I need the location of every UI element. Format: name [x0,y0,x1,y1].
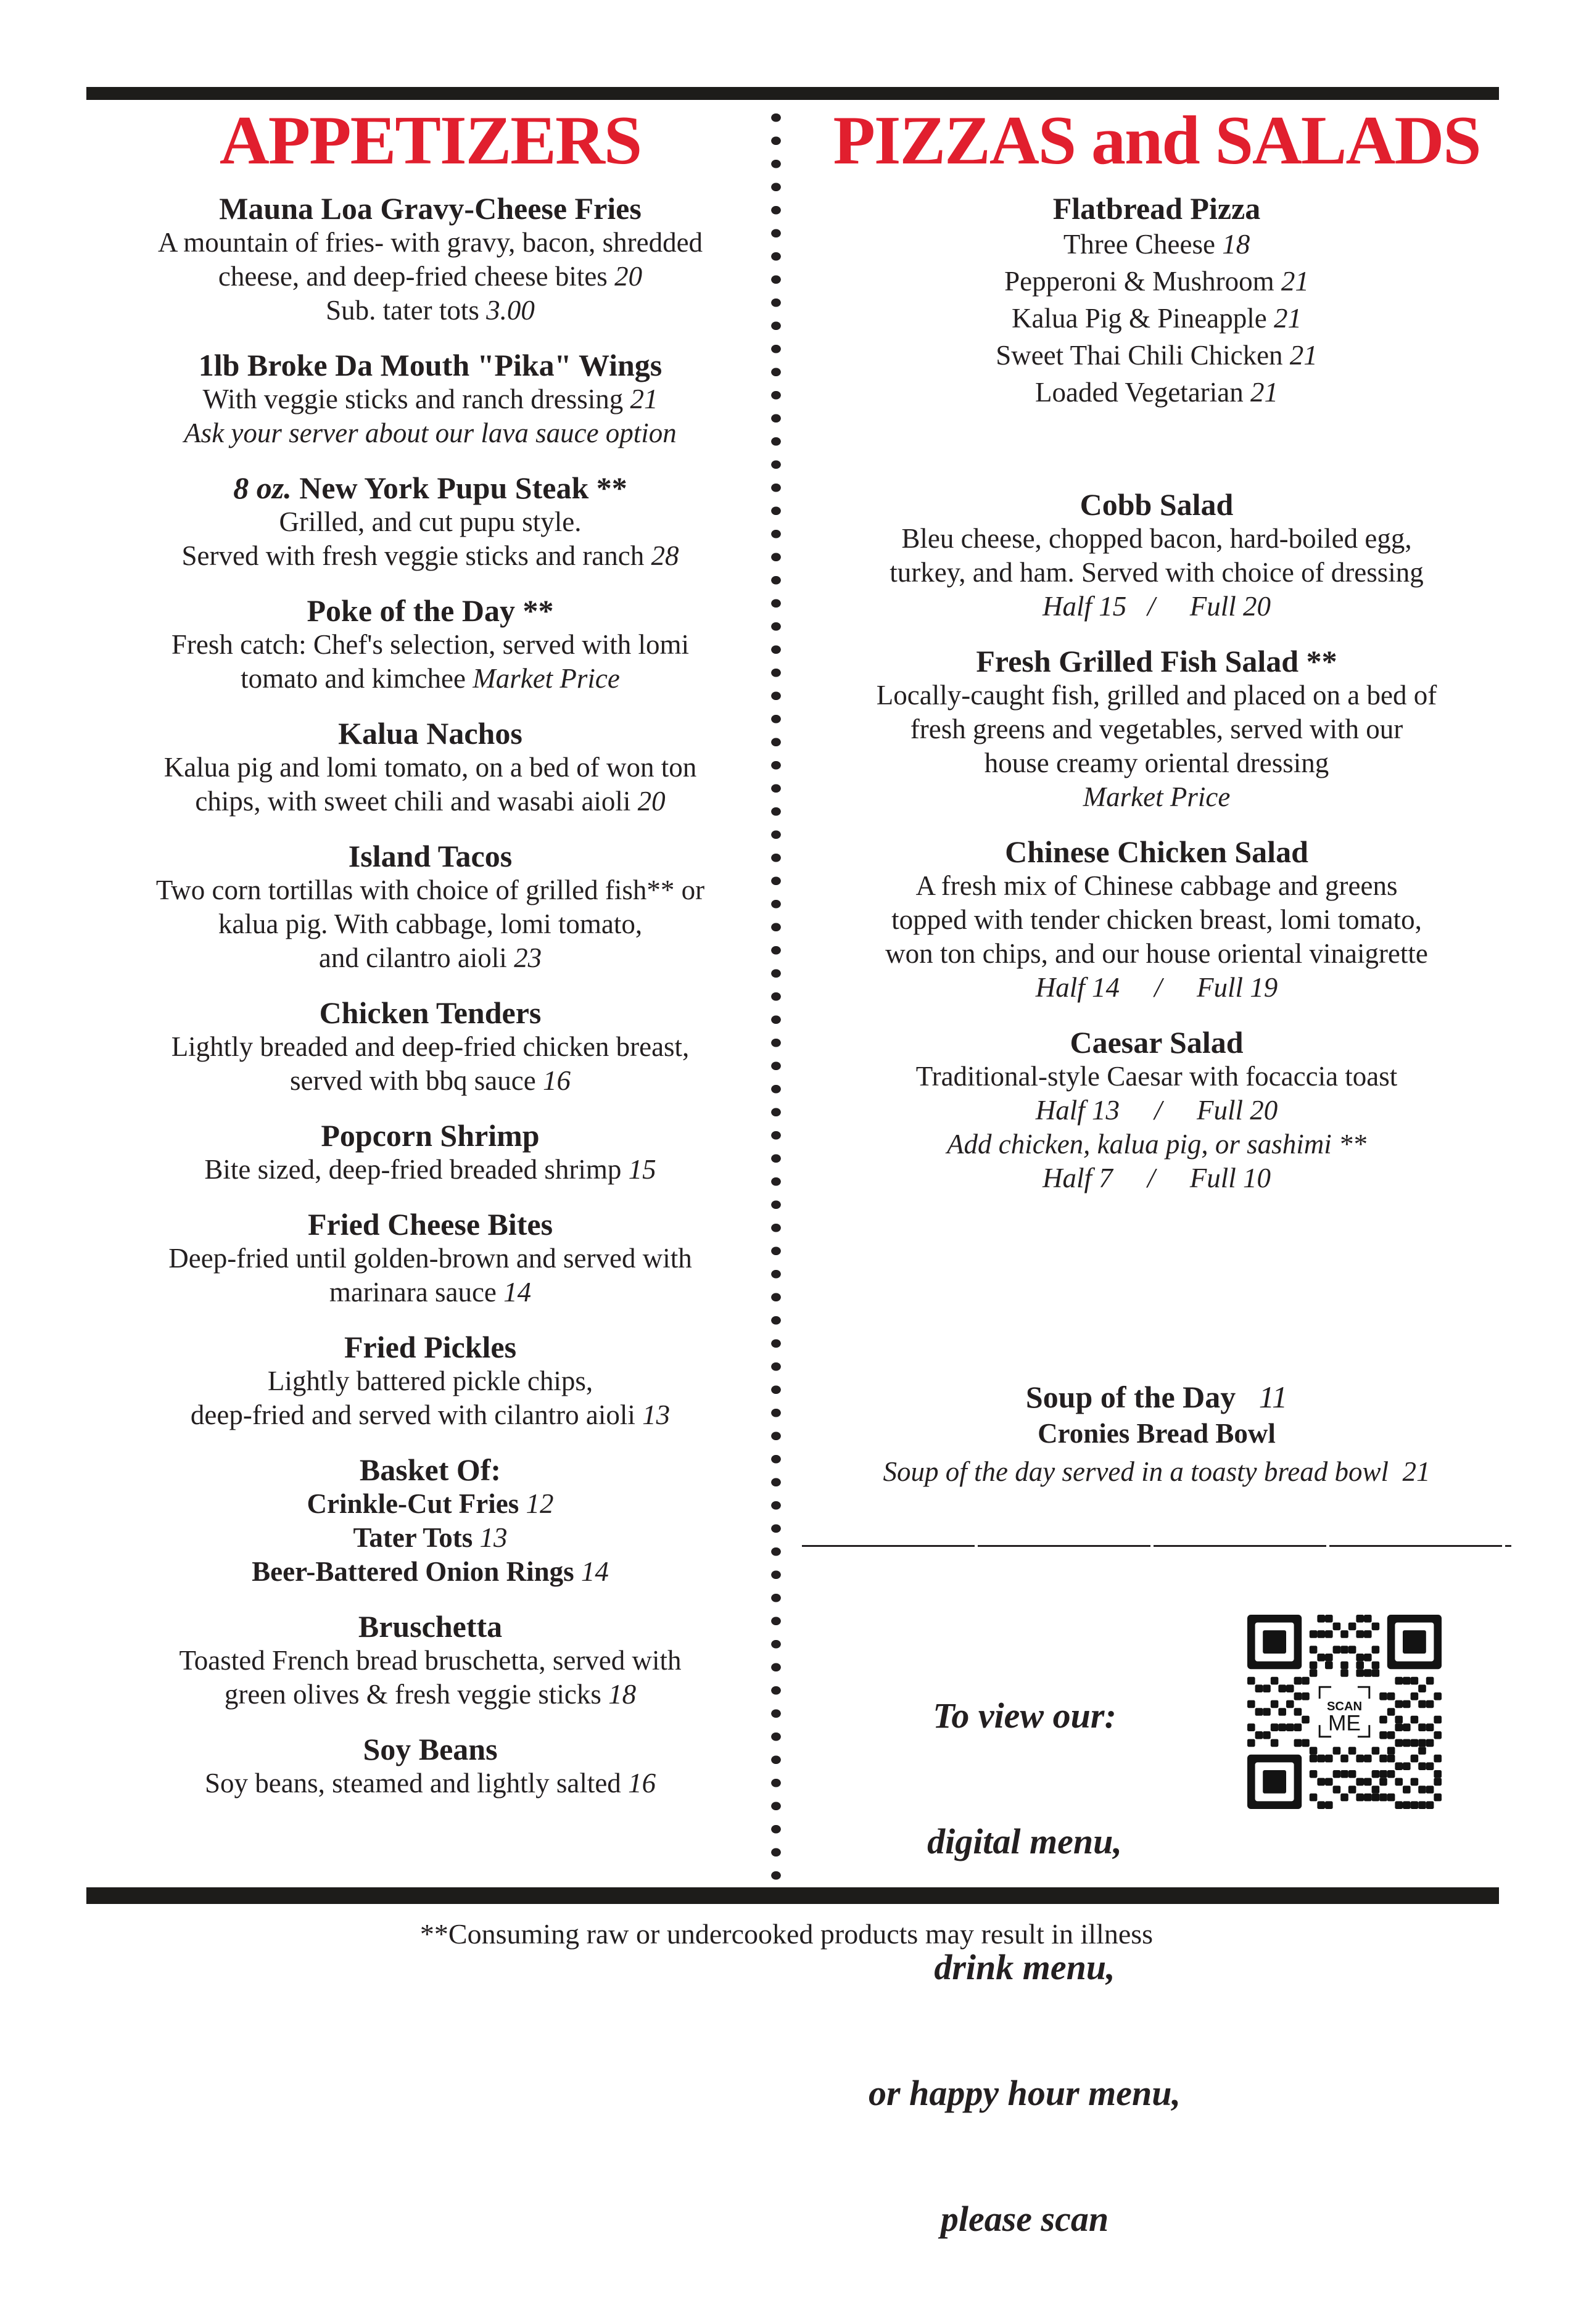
text-segment: Bruschetta [358,1609,503,1644]
text-segment: Toasted French bread bruschetta, served with [179,1645,682,1676]
text-segment: marinara sauce [329,1277,504,1308]
menu-item-line [93,628,768,662]
text-segment: Grilled, and cut pupu style. [279,506,582,537]
italic-text: 3.00 [486,295,535,326]
text-segment: topped with tender chicken breast, lomi tomato, [891,904,1422,935]
menu-item-line [802,937,1511,971]
italic-text: Add chicken, kalua pig, or sashimi ** [947,1129,1366,1160]
text-segment: Fresh catch: Chef's selection, served with lomi [171,629,690,660]
menu-item-title [802,1026,1511,1060]
menu-item-line [93,1398,768,1432]
italic-text: Half 13 / Full 20 [1035,1095,1278,1126]
menu-item-line [802,1452,1511,1491]
italic-text: 16 [542,1065,571,1096]
menu-item [93,1330,768,1432]
menu-item-line [802,1060,1511,1094]
text-segment: Mauna Loa Gravy-Cheese Fries [219,191,642,226]
menu-item [93,1453,768,1589]
menu-item-title [93,1330,768,1364]
italic-text: 12 [526,1488,554,1519]
menu-item-title [93,1119,768,1153]
text-segment: Fried Cheese Bites [307,1207,553,1242]
text-segment: Two corn tortillas with choice of grilled fish** or [155,875,705,905]
text-segment: Pepperoni & Mushroom [1004,266,1281,297]
top-border-bar [86,87,1499,100]
separator-line [802,1545,1511,1547]
text-segment: cheese, and deep-fried cheese bites [218,261,615,292]
menu-item-line [802,903,1511,937]
italic-text: 21 [1250,377,1278,408]
footer-disclaimer: **Consuming raw or undercooked products may result in illness [419,1918,1154,1950]
menu-item [802,835,1511,1005]
menu-item-title [93,471,768,505]
menu-item-line [93,294,768,328]
text-segment: and cilantro aioli [318,942,514,973]
text-segment: Kalua Pig & Pineapple [1012,303,1274,334]
menu-item [802,488,1511,624]
menu-item-line [802,374,1511,411]
menu-item-title [93,1208,768,1242]
dotted-divider [771,106,781,1887]
italic-text: 15 [628,1154,656,1185]
menu-item-line [93,1678,768,1712]
italic-text: 18 [1222,229,1250,260]
text-segment: Caesar Salad [1070,1025,1244,1060]
text-segment: Soup of the Day [1025,1380,1259,1414]
menu-item [93,1119,768,1187]
menu-item-line [93,1064,768,1098]
menu-item [802,645,1511,814]
qr-label: SCAN [1326,1699,1363,1713]
menu-item-line [93,1555,768,1589]
menu-item-title [93,839,768,873]
text-segment: Kalua pig and lomi tomato, on a bed of won ton [163,752,697,783]
menu-item-title [802,1380,1511,1414]
menu-item-line [93,941,768,975]
scan-instructions [802,1611,1247,2324]
qr-code [1247,1615,1442,1809]
scan-line: To view our: [933,1696,1117,1736]
menu-item [93,192,768,328]
menu-item-line [802,1161,1511,1195]
menu-item-title [93,1733,768,1766]
menu-item [802,1026,1511,1195]
bottom-border-bar [86,1887,1499,1904]
text-segment: won ton chips, and our house oriental vinaigrette [885,938,1428,969]
text-segment: Served with fresh veggie sticks and ranch [181,540,651,571]
text-segment: Soy beans, steamed and lightly salted [204,1768,629,1799]
italic-text: 14 [580,1556,609,1587]
text-segment: Flatbread Pizza [1052,191,1261,226]
menu-item-line [93,260,768,294]
text-segment: Kalua Nachos [338,716,522,751]
menu-item-title [93,717,768,751]
menu-item-title [93,192,768,226]
menu-item-line [93,416,768,450]
menu-item [93,717,768,818]
italic-text: 8 oz. [233,471,292,505]
italic-text: 21 [1289,340,1318,371]
menu-item-line [93,1242,768,1275]
menu-item-title [802,835,1511,869]
text-segment: Sub. tater tots [326,295,487,326]
italic-text: 23 [514,942,542,973]
italic-text: 13 [479,1522,508,1553]
menu-item-line [93,662,768,696]
menu-item-line [93,539,768,573]
italic-text: 11 [1258,1380,1288,1414]
italic-text: 13 [642,1399,671,1430]
menu-item-line [802,590,1511,624]
italic-text: Ask your server about our lava sauce option [184,418,677,448]
italic-text: Market Price [1083,781,1231,812]
menu-item-line [802,971,1511,1005]
menu-item-title [802,645,1511,678]
menu-item-line [93,751,768,785]
text-segment: Locally-caught fish, grilled and placed on a bed of [876,680,1437,711]
text-segment: Fried Pickles [344,1330,517,1364]
menu-item-line [93,907,768,941]
menu-item-line [802,263,1511,300]
qr-label: ME [1328,1711,1361,1736]
scan-line: please scan [940,2199,1109,2239]
text-segment: Popcorn Shrimp [321,1118,540,1153]
appetizers-heading: APPETIZERS [219,102,642,179]
italic-text: Soup of the day served in a toasty bread bowl 21 [883,1456,1431,1487]
text-segment: Three Cheese [1063,229,1223,260]
text-segment: Basket Of: [359,1452,502,1487]
menu-item-line [802,300,1511,337]
menu-item-title [93,594,768,628]
menu-item-line [93,1275,768,1309]
menu-item-line [802,522,1511,556]
qr-svg [1247,1615,1442,1809]
menu-item-line [93,1766,768,1800]
text-segment: turkey, and ham. Served with choice of dressing [890,557,1424,588]
pizzas-salads-items [802,192,1511,1491]
text-segment: Loaded Vegetarian [1034,377,1250,408]
menu-item [93,996,768,1098]
menu-item [93,471,768,573]
text-segment: With veggie sticks and ranch dressing [202,384,630,414]
text-segment: house creamy oriental dressing [984,748,1329,778]
menu-item [802,192,1511,411]
text-segment: 1lb Broke Da Mouth "Pika" Wings [198,348,663,382]
text-segment: deep-fried and served with cilantro aioli [190,1399,643,1430]
text-segment: Deep-fried until golden-brown and served with [168,1243,692,1274]
menu-item-line [802,678,1511,712]
menu-item-title [93,996,768,1030]
menu-item-line [93,1153,768,1187]
appetizers-items [93,192,768,1800]
text-segment: Beer-Battered Onion Rings [252,1556,581,1587]
text-segment: A mountain of fries- with gravy, bacon, shredded [157,227,703,258]
italic-text: 21 [1281,266,1309,297]
menu-item-line [93,226,768,260]
menu-item-line [93,1487,768,1521]
menu-item [93,1208,768,1309]
text-segment: served with bbq sauce [290,1065,543,1096]
pizzas-salads-column [802,104,1511,2324]
italic-text: 20 [614,261,643,292]
text-segment: Crinkle-Cut Fries [307,1488,526,1519]
menu-item-line [93,873,768,907]
text-segment: Soy Beans [363,1732,498,1766]
scan-line: drink menu, [934,1947,1115,1987]
italic-text: 21 [1273,303,1302,334]
menu-item-line [802,337,1511,374]
menu-item-line [802,1127,1511,1161]
menu-item-line [93,505,768,539]
text-segment: A fresh mix of Chinese cabbage and greens [915,870,1398,901]
italic-text: 18 [608,1679,637,1710]
text-segment: Cronies Bread Bowl [1038,1418,1276,1449]
italic-text: Half 14 / Full 19 [1035,972,1278,1003]
text-segment: tomato and kimchee [241,663,473,694]
text-segment: Island Tacos [348,839,513,873]
text-segment: Lightly battered pickle chips, [267,1366,593,1396]
menu-item [93,839,768,975]
text-segment: Bite sized, deep-fried breaded shrimp [204,1154,629,1185]
text-segment: Chinese Chicken Salad [1005,834,1308,869]
menu-item-title [802,192,1511,226]
menu-item-title [93,348,768,382]
text-segment: Fresh Grilled Fish Salad ** [976,644,1337,678]
text-segment: Cobb Salad [1080,487,1234,522]
text-segment: chips, with sweet chili and wasabi aioli [195,786,638,817]
menu-item-line [802,746,1511,780]
text-segment: fresh greens and vegetables, served with our [910,714,1403,744]
menu-item-line [93,1521,768,1555]
menu-item-line [802,1094,1511,1127]
text-segment: Traditional-style Caesar with focaccia toast [915,1061,1398,1092]
text-segment: kalua pig. With cabbage, lomi tomato, [218,909,643,939]
text-segment: green olives & fresh veggie sticks [224,1679,609,1710]
menu-item-line [93,785,768,818]
menu-item-line [802,780,1511,814]
scan-line: or happy hour menu, [868,2073,1181,2113]
menu-item-line [802,869,1511,903]
italic-text: Half 7 / Full 10 [1042,1163,1271,1193]
italic-text: 16 [628,1768,656,1799]
menu-item-line [802,556,1511,590]
appetizers-column [93,104,768,1821]
text-segment: Tater Tots [353,1522,480,1553]
menu-item-title [802,488,1511,522]
italic-text: 28 [651,540,679,571]
text-segment: Sweet Thai Chili Chicken [996,340,1290,371]
pizzas-salads-heading: PIZZAS and SALADS [833,102,1480,179]
text-segment: Bleu cheese, chopped bacon, hard-boiled egg, [901,523,1412,554]
menu-item [93,594,768,696]
text-segment: Poke of the Day ** [307,593,554,628]
scan-line: digital menu, [927,1821,1122,1861]
menu-item [93,348,768,450]
italic-text: 20 [637,786,666,817]
menu-item [93,1733,768,1800]
scan-section [802,1611,1511,2324]
menu-item-line [802,226,1511,263]
text-segment: New York Pupu Steak ** [291,471,627,505]
menu-item-title [93,1453,768,1487]
menu-item-line [93,1364,768,1398]
menu-item-line [93,1644,768,1678]
menu-item-line [802,712,1511,746]
text-segment: Lightly breaded and deep-fried chicken breast, [171,1031,690,1062]
italic-text: Market Price [473,663,620,694]
menu-item-line [93,1030,768,1064]
menu-item-title [93,1610,768,1644]
italic-text: Half 15 / Full 20 [1042,591,1271,622]
italic-text: 21 [630,384,658,414]
italic-text: 14 [503,1277,532,1308]
menu-item-line [802,1414,1511,1452]
menu-item-line [93,382,768,416]
menu-item [802,1380,1511,1491]
menu-item [93,1610,768,1712]
text-segment: Chicken Tenders [319,995,542,1030]
